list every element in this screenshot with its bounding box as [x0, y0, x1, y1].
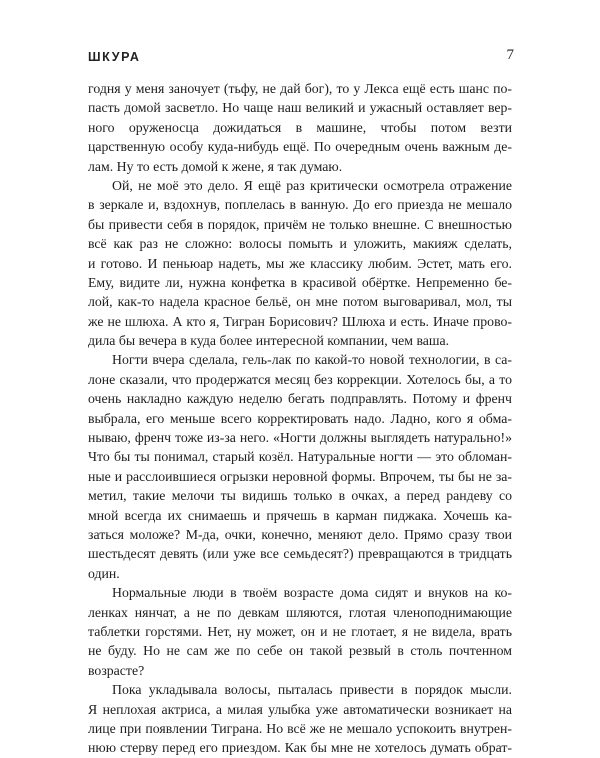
page-number: 7 — [506, 47, 514, 63]
text-line: лице при появлении Тиграна. Но всё же не мешало успокоить внутрен- — [88, 720, 512, 736]
text-line: Ой, не моё это дело. Я ещё раз критически осмотрела отражение — [112, 177, 512, 193]
text-line: же не шлюха. А кто я, Тигран Борисович? Шлюха и есть. Иначе прово- — [88, 313, 512, 329]
text-line: таблетки горстями. Нет, ну может, он и не глотает, я не видела, врать — [88, 623, 512, 639]
text-line: ленках нянчат, а не по девкам шляются, глотая членоподнимающие — [88, 604, 512, 620]
text-line: не буду. Но не сам же по себе он такой резвый в столь почтенном — [88, 643, 512, 659]
text-line: в зеркале и, вздохнув, поплелась в ванную. До его приезда не мешало — [88, 197, 512, 213]
book-title: ШКУРА — [88, 50, 141, 64]
text-line: и готово. И пеньюар надеть, мы же классику любим. Эстет, мать его. — [88, 255, 512, 271]
text-line: Я неплохая актриса, а милая улыбка уже автоматически возникает на — [88, 701, 512, 717]
text-line: мной всегда их снимаешь и прячешь в карман пиджака. Хочешь ка- — [88, 507, 512, 523]
text-line: заться моложе? М-да, очки, конечно, меняют дело. Прямо сразу твои — [88, 526, 512, 542]
text-line: ного оруженосца дожидаться в машине, чтобы потом везти — [88, 119, 512, 135]
running-header — [88, 44, 514, 64]
text-line: Пока укладывала волосы, пыталась привести в порядок мысли. — [112, 682, 512, 698]
text-line: Ногти вчера сделала, гель-лак по какой-то новой технологии, в са- — [112, 352, 512, 368]
text-line: бы привести себя в порядок, причём не только внешне. С внешностью — [88, 216, 512, 232]
text-line: Нормальные люди в твоём возрасте дома сидят и внуков на ко- — [112, 585, 512, 601]
text-line: лоне сказали, что продержатся месяц без коррекции. Хотелось бы, а то — [88, 371, 512, 387]
text-line: нываю, френч тоже из-за него. «Ногти должны выглядеть натурально!» — [88, 430, 512, 446]
text-line: один. — [88, 565, 120, 581]
text-line: лой, как-то надела красное бельё, он мне потом выговаривал, мол, ты — [88, 294, 512, 310]
text-line: метил, такие мелочи ты видишь только в очках, а перед рандеву со — [88, 488, 512, 504]
text-line: лам. Ну то есть домой к жене, я так думаю. — [88, 158, 343, 174]
body-text — [88, 79, 512, 758]
text-line: Что бы ты понимал, старый козёл. Натуральные ногти — это обломан- — [88, 449, 512, 465]
text-line: дила бы вечера в куда более интересной компании, чем ваша. — [88, 333, 450, 349]
text-line: нюю стерву перед его приездом. Как бы мне не хотелось думать обрат- — [88, 740, 512, 756]
text-line: пасть домой засветло. Но чаще наш великий и ужасный оставляет вер- — [88, 100, 512, 116]
text-line: шестьдесят девять (или уже все семьдесят?) превращаются в тридцать — [88, 546, 512, 562]
text-line: ные и расслоившиеся огрызки неровной формы. Впрочем, ты бы не за- — [88, 468, 512, 484]
text-line: очень накладно каждую неделю бегать подправлять. Потому и френч — [88, 391, 512, 407]
text-line: выбрала, его меньше всего корректировать надо. Ладно, кого я обма- — [88, 410, 512, 426]
text-line: всё как раз не сложно: волосы помыть и уложить, макияж сделать, — [88, 236, 512, 252]
text-line: возрасте? — [88, 662, 145, 678]
text-line: царственную особу куда-нибудь ещё. По очередным очень важным де- — [88, 139, 512, 155]
text-line: годня у меня заночует (тьфу, не дай бог), то у Лекса ещё есть шанс по- — [88, 81, 512, 96]
text-line: Ему, видите ли, нужна конфетка в красивой обёртке. Непременно бе- — [88, 274, 512, 290]
